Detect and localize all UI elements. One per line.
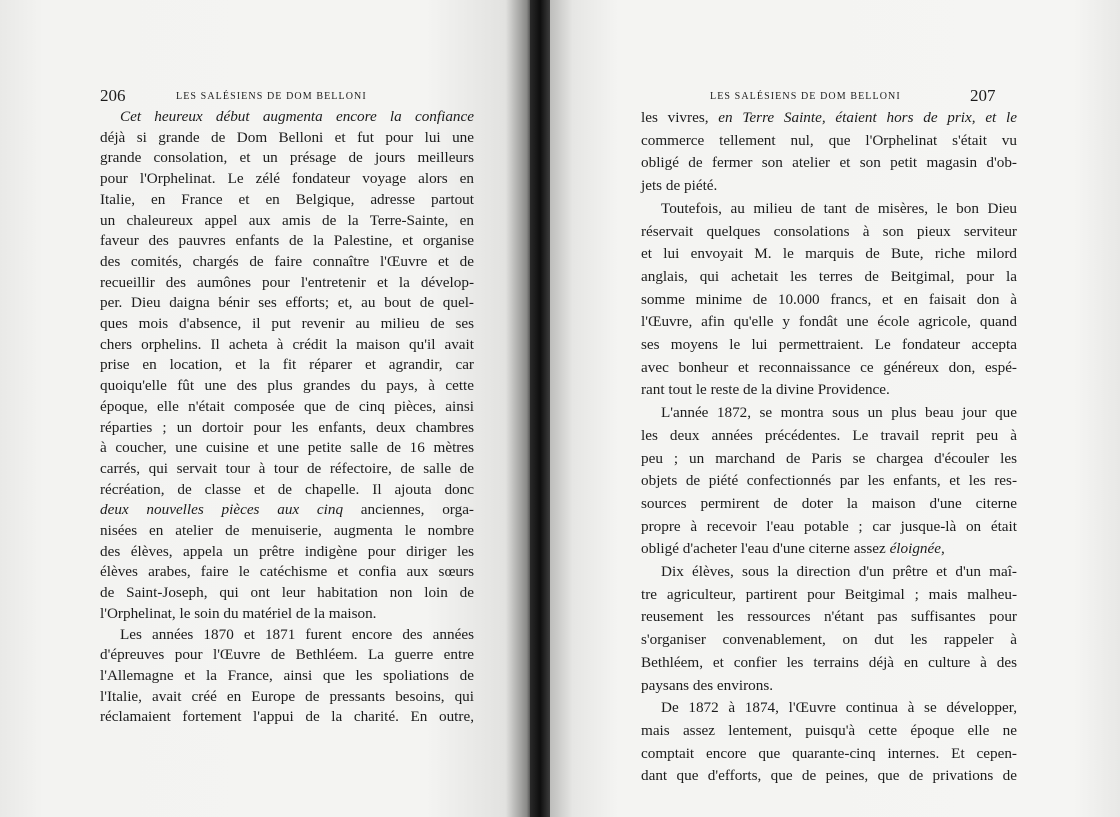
text-segment: s'organiser convenablement, on dut les rappeler à [641, 631, 1017, 649]
text-line [641, 427, 1017, 445]
text-segment: ses moyens le lui permettraient. Le fondateur accepta [641, 336, 1017, 353]
text-segment: obligé d'acheter l'eau d'une citerne assez [641, 540, 890, 558]
text-line [641, 722, 1017, 740]
text-line [641, 472, 1017, 490]
text-segment: de Saint-Joseph, qui ont leur habitation non loin de [100, 584, 474, 602]
text-line [641, 268, 1017, 286]
text-segment: élèves arabes, faire le catéchisme et confia aux sœurs [100, 563, 474, 581]
italic-text: éloignée [889, 540, 942, 558]
running-header: LES SALÉSIENS DE DOM BELLONI [176, 91, 367, 102]
text-line [641, 154, 1017, 172]
text-line [641, 540, 1017, 558]
text-line [100, 501, 474, 519]
text-line [100, 108, 474, 126]
text-segment: faveur des pauvres enfants de la Palestine, et organise [100, 232, 474, 250]
text-line [641, 608, 1017, 626]
text-segment: récréation, de classe et de chapelle. Il ajouta donc [100, 480, 474, 498]
text-line [641, 699, 1017, 717]
text-line [641, 132, 1017, 150]
text-segment: l'Orphelinat, le soin du matériel de la maison. [100, 604, 377, 622]
text-line [641, 654, 1017, 672]
text-segment: comptait encore que quarante-cinq internes. Et cepen- [641, 744, 1017, 762]
italic-text: Cet heureux début augmenta encore la confiance [120, 108, 474, 125]
text-segment: et lui envoyait M. le marquis de Bute, riche milord [641, 245, 1017, 263]
text-segment: des comités, chargés de faire connaître l'Œuvre et de [100, 252, 474, 270]
text-segment: les deux années précédentes. Le travail reprit peu à [641, 426, 1017, 444]
text-line [100, 605, 474, 623]
text-segment: paysans des environs. [641, 676, 774, 694]
text-segment: L'année 1872, se montra sous un plus beau jour que [661, 404, 1017, 422]
text-segment: Bethléem, et confier les terrains déjà en culture à des [641, 653, 1017, 671]
text-segment: l'Italie, avait créé en Europe de pressants besoins, qui [100, 687, 474, 705]
text-line [100, 584, 474, 602]
text-line [641, 495, 1017, 513]
page-number: 207 [970, 86, 996, 105]
text-line [100, 481, 474, 499]
text-line [641, 631, 1017, 649]
text-line [100, 274, 474, 292]
text-line [100, 708, 474, 726]
text-line [641, 109, 1017, 127]
text-line [100, 129, 474, 147]
text-line [100, 356, 474, 374]
text-segment: Dix élèves, sous la direction d'un prêtre et d'un maî- [661, 563, 1017, 580]
text-segment: commerce tellement nul, que l'Orphelinat s'était vu [641, 131, 1017, 149]
text-line [100, 419, 474, 437]
text-line [100, 667, 474, 685]
text-line [641, 450, 1017, 468]
text-segment: un chaleureux appel aux amis de la Terre-Sainte, en [100, 211, 474, 229]
text-segment: avec bonheur et reconnaissance ce généreux don, espé- [641, 358, 1017, 376]
text-segment: les vivres, [641, 109, 719, 126]
text-line [100, 563, 474, 581]
book-gutter [530, 0, 550, 817]
text-segment: nisées en atelier de menuiserie, augmenta le nombre [100, 522, 474, 539]
right-page [550, 0, 1120, 817]
text-line [641, 767, 1017, 785]
running-header: LES SALÉSIENS DE DOM BELLONI [710, 91, 901, 102]
text-segment: pour l'Orphelinat. Le zélé fondateur voyage alors en [100, 170, 474, 188]
text-line [100, 688, 474, 706]
text-segment: anciennes, orga- [343, 501, 474, 519]
text-line [641, 223, 1017, 241]
text-line [100, 626, 474, 644]
text-line [641, 291, 1017, 309]
text-segment: carrés, qui servait tour à tour de réfectoire, de salle de [100, 459, 474, 477]
italic-text: en Terre Sainte, étaient hors de prix, et le [718, 109, 1017, 126]
text-segment: chers orphelins. Il acheta à crédit la maison qu'il avait [100, 335, 474, 353]
text-line [641, 381, 1017, 399]
text-line [641, 518, 1017, 536]
text-segment: propre à recevoir l'eau potable ; car jusque-là on était [641, 517, 1017, 535]
text-line [100, 149, 474, 167]
page-number: 206 [100, 86, 126, 105]
text-line [100, 212, 474, 230]
text-line [641, 313, 1017, 331]
text-line [641, 677, 1017, 695]
text-line [100, 646, 474, 664]
text-line [100, 170, 474, 188]
text-segment: recueillir des aumônes pour l'entretenir et la dévelop- [100, 273, 474, 291]
text-segment: ques mois d'absence, il put revenir au milieu de ses [100, 315, 474, 332]
text-segment: réservait quelques consolations à son pieux serviteur [641, 222, 1017, 240]
text-segment: mais assez lentement, puisqu'à cette époque elle ne [641, 721, 1017, 739]
text-line [641, 336, 1017, 354]
text-segment: objets de piété confectionnés par les enfants, et les res- [641, 472, 1017, 490]
text-segment: per. Dieu daigna bénir ses efforts; et, au bout de quel- [100, 294, 474, 312]
text-line [100, 336, 474, 354]
left-page [0, 0, 532, 817]
text-line [100, 191, 474, 209]
text-line [641, 245, 1017, 263]
text-segment: tre agriculteur, partirent pour Beitgimal ; mais malheu- [641, 585, 1017, 603]
text-segment: dant que d'efforts, que de peines, que de privations de [641, 767, 1017, 785]
text-segment: anglais, qui achetait les terres de Beitgimal, pour la [641, 267, 1017, 285]
text-segment: sources permirent de doter la maison d'une citerne [641, 494, 1017, 512]
text-line [100, 543, 474, 561]
text-line [641, 745, 1017, 763]
text-segment: reusement les ressources n'étant pas suffisantes pour [641, 608, 1017, 626]
text-segment: réparties ; un dortoir pour les enfants, deux chambres [100, 418, 474, 436]
text-line [100, 294, 474, 312]
text-line [641, 586, 1017, 604]
text-segment: Les années 1870 et 1871 furent encore des années [120, 625, 474, 643]
text-segment: des élèves, appela un prêtre indigène pour diriger les [100, 542, 474, 560]
text-line [641, 563, 1017, 581]
text-segment: à coucher, une cuisine et une petite salle de 16 mètres [100, 439, 474, 457]
text-line [100, 398, 474, 416]
text-segment: réclamaient fortement l'appui de la charité. En outre, [100, 708, 474, 726]
text-segment: l'Allemagne et la France, ainsi que les spoliations de [100, 666, 474, 684]
text-line [100, 377, 474, 395]
text-line [100, 460, 474, 478]
text-segment: Toutefois, au milieu de tant de misères, le bon Dieu [661, 199, 1017, 217]
text-line [100, 232, 474, 250]
text-line [100, 439, 474, 457]
text-segment: , [941, 540, 945, 558]
text-segment: jets de piété. [641, 177, 718, 195]
text-segment: grande consolation, et un présage de jours meilleurs [100, 149, 474, 167]
italic-text: deux nouvelles pièces aux cinq [100, 501, 344, 519]
text-segment: De 1872 à 1874, l'Œuvre continua à se développer, [661, 699, 1017, 717]
text-line [641, 359, 1017, 377]
text-line [641, 404, 1017, 422]
text-line [100, 522, 474, 540]
text-segment: obligé de fermer son atelier et son petit magasin d'ob- [641, 154, 1017, 172]
text-segment: l'Œuvre, afin qu'elle y fondât une école agricole, quand [641, 313, 1017, 331]
text-line [641, 177, 1017, 195]
text-line [100, 315, 474, 333]
text-segment: peu ; un marchand de Paris se chargea d'écouler les [641, 449, 1017, 467]
text-segment: somme minime de 10.000 francs, et en faisait don à [641, 290, 1017, 308]
text-segment: déjà si grande de Dom Belloni et fut pour lui une [100, 128, 474, 146]
text-segment: Italie, en France et en Belgique, adresse partout [100, 190, 474, 208]
text-line [100, 253, 474, 271]
text-segment: d'épreuves pour l'Œuvre de Bethléem. La guerre entre [100, 646, 474, 664]
text-segment: quoiqu'elle fût une des plus grandes du pays, à cette [100, 377, 474, 395]
text-segment: prise en location, et la fit réparer et agrandir, car [100, 356, 474, 374]
text-segment: époque, elle n'était composée que de cinq pièces, ainsi [100, 397, 474, 415]
text-line [641, 200, 1017, 218]
text-segment: rant tout le reste de la divine Providence. [641, 381, 890, 399]
